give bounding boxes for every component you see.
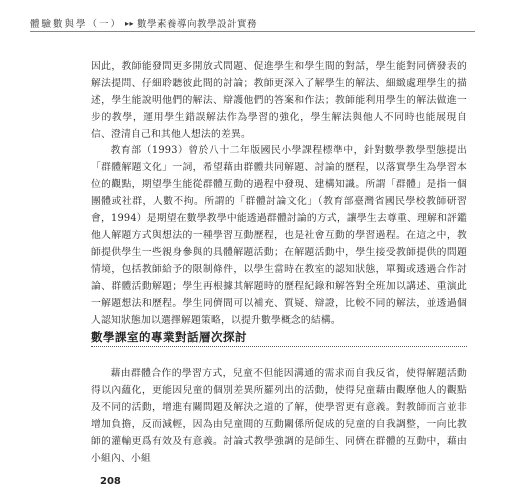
body-paragraph (91, 142, 467, 329)
body-paragraph (91, 58, 467, 143)
paragraph-text: 因此，教師能發問更多開放式問題、促進學生和學生間的對話，學生能對同儕發表的解法提問、仔細聆聽彼此間的討論；教師更深入了解學生的解法、細緻處理學生的描述，學生能說明他們的解法、辯護他們的答案和作法；教師能利用學生的解法做進一步的教學，運用學生錯誤解法作為學習的強化，學生解法與他人不同時也能展現自信、澄清自己和其他人想法的差異。 (91, 61, 467, 140)
paragraph-text: 教育部（1993）曾於八十二年版國民小學課程標準中，針對數學教學型態提出「群體解題文化」一詞，希望藉由群體共同解題、討論的歷程，以落實學生為學習本位的觀點，期望學生能從群體互動的過程中發現、建構知識。所謂「群體」是指一個團體或社群，人數不拘。所謂的「群體討論文化」（教育部臺灣省國民學校教師研習會，1994）是期望在數學教學中能透過群體討論的方式，讓學生去尊重、理解和評鑑他人解題方式與想法的一種學習互動歷程，也是社會互動的學習過程。在這之中，教師提供學生一些親身參與的具體解題活動；在解題活動中，學生接受教師提供的問題情境，包括教師給予的限制條件，以學生當時在教室的認知狀態，單獨或透過合作討論、群體活動解題；學生再根據其解題時的歷程紀錄和解答對全班加以講述、重演此一解題想法和歷程。學生同儕間可以補充、質疑、辯證，比較不同的解法，並透過個人認知狀態加以選擇解題策略，以提升數學概念的結構。 (91, 145, 467, 326)
book-title: 數學素養導向教學設計實務 (137, 19, 258, 30)
book-series-title: 體驗數與學（一） (30, 19, 123, 30)
section-heading-underline (91, 346, 467, 347)
section-heading: 數學課室的專業對話層次探討 (91, 330, 247, 344)
arrow-separator-icon: ▸▸ (125, 18, 135, 28)
paragraph-text: 藉由群體合作的學習方式，兒童不但能因溝通的需求而自我反省，使得解題活動得以內蘊化，更能因兒童的個別差異所羅列出的活動，使得兒童藉由觀摩他人的觀點及不同的活動，增進有關問題及解決之道的了解，使學習更有意義。對教師而言並非增加負擔，反而減輕，因為由兒童間的互動關係所促成的兒童的自我調整，一向比教師的灌輸更爲有效及有意義。討論式教學強調的是師生、同儕在群體的互動中，藉由小組內、小組 (91, 368, 467, 464)
running-header (30, 16, 480, 30)
body-paragraph (91, 365, 467, 467)
header-divider (30, 31, 475, 32)
page-number: 208 (100, 476, 121, 487)
